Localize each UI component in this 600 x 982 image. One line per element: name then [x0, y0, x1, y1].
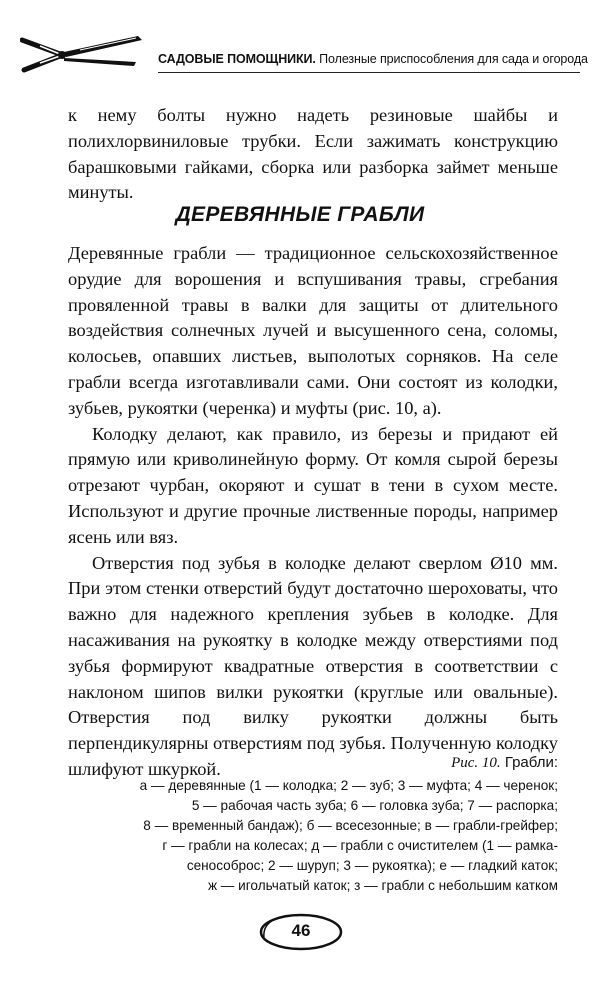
paragraph-2: Колодку делают, как правило, из березы и придают ей прямую или криволинейную форму. От комля сырой березы отрезают чурбан, окоряют и сушат в тени в сухом месте. Используют и другие прочные лиственные породы, например ясень или вяз.: [68, 423, 558, 547]
caption-line: 5 — рабочая часть зуба; 6 — головка зуба; 7 — распорка;: [191, 798, 558, 813]
continuation-paragraph: к нему болты нужно надеть резиновые шайбы и полихлорвиниловые трубки. Если зажимать конструкцию барашковыми гайками, сборка или разборка займет меньше минуты.: [68, 105, 558, 203]
book-title: САДОВЫЕ ПОМОЩНИКИ.: [158, 52, 316, 66]
header-title: [158, 52, 588, 66]
page-number-badge: [256, 912, 346, 952]
page-number: 46: [291, 921, 311, 940]
header-rule: [158, 72, 580, 73]
figure-caption: [60, 753, 558, 896]
book-subtitle: Полезные приспособления для сада и огорода: [319, 52, 588, 66]
garden-shears-icon: [20, 30, 150, 78]
paragraph-3: Отверстия под зубья в колодке делают сверлом Ø10 мм. При этом стенки отверстий будут достаточно шероховаты, что важно для надежного крепления зубьев в колодке. Для насаживания на рукоятку в колодке между отверстиями под зубья формируют квадратные отверстия в соответствии с наклоном шипов вилки рукоятки (круглые или овальные). Отверстия под вилку рукоятки должны быть перпендикулярны отверстиям под зубья. Полученную колодку шлифуют шкуркой.: [68, 552, 558, 779]
section-heading: ДЕРЕВЯННЫЕ ГРАБЛИ: [175, 203, 425, 226]
running-header: [20, 30, 588, 82]
caption-line: ж — игольчатый каток; з — грабли с небольшим катком: [207, 878, 558, 893]
caption-line: сенособрос; 2 — шуруп; 3 — рукоятка); е — гладкий каток;: [186, 858, 558, 873]
caption-title: [60, 753, 558, 773]
paragraph-1: Деревянные грабли — традиционное сельскохозяйственное орудие для ворошения и вспушивания травы, сгребания провяленной травы в валки для защиты от длительного воздействия солнечных лучей и высушенного сена, соломы, колосьев, опавших листьев, выполотых сорняков. На селе грабли всегда изготавливали сами. Они состоят из колодки, зубьев, рукоятки (черенка) и муфты (рис. 10, а).: [68, 243, 558, 418]
section-body: [68, 241, 558, 783]
caption-label: Рис. 10.: [451, 755, 501, 771]
caption-line: г — грабли на колесах; д — грабли с очистителем (1 — рамка-: [162, 838, 558, 853]
caption-title-text: Грабли:: [504, 754, 558, 771]
caption-line: 8 — временный бандаж); б — всесезонные; в — грабли-грейфер;: [143, 818, 558, 833]
caption-line: а — деревянные (1 — колодка; 2 — зуб; 3 — муфта; 4 — черенок;: [139, 778, 558, 793]
